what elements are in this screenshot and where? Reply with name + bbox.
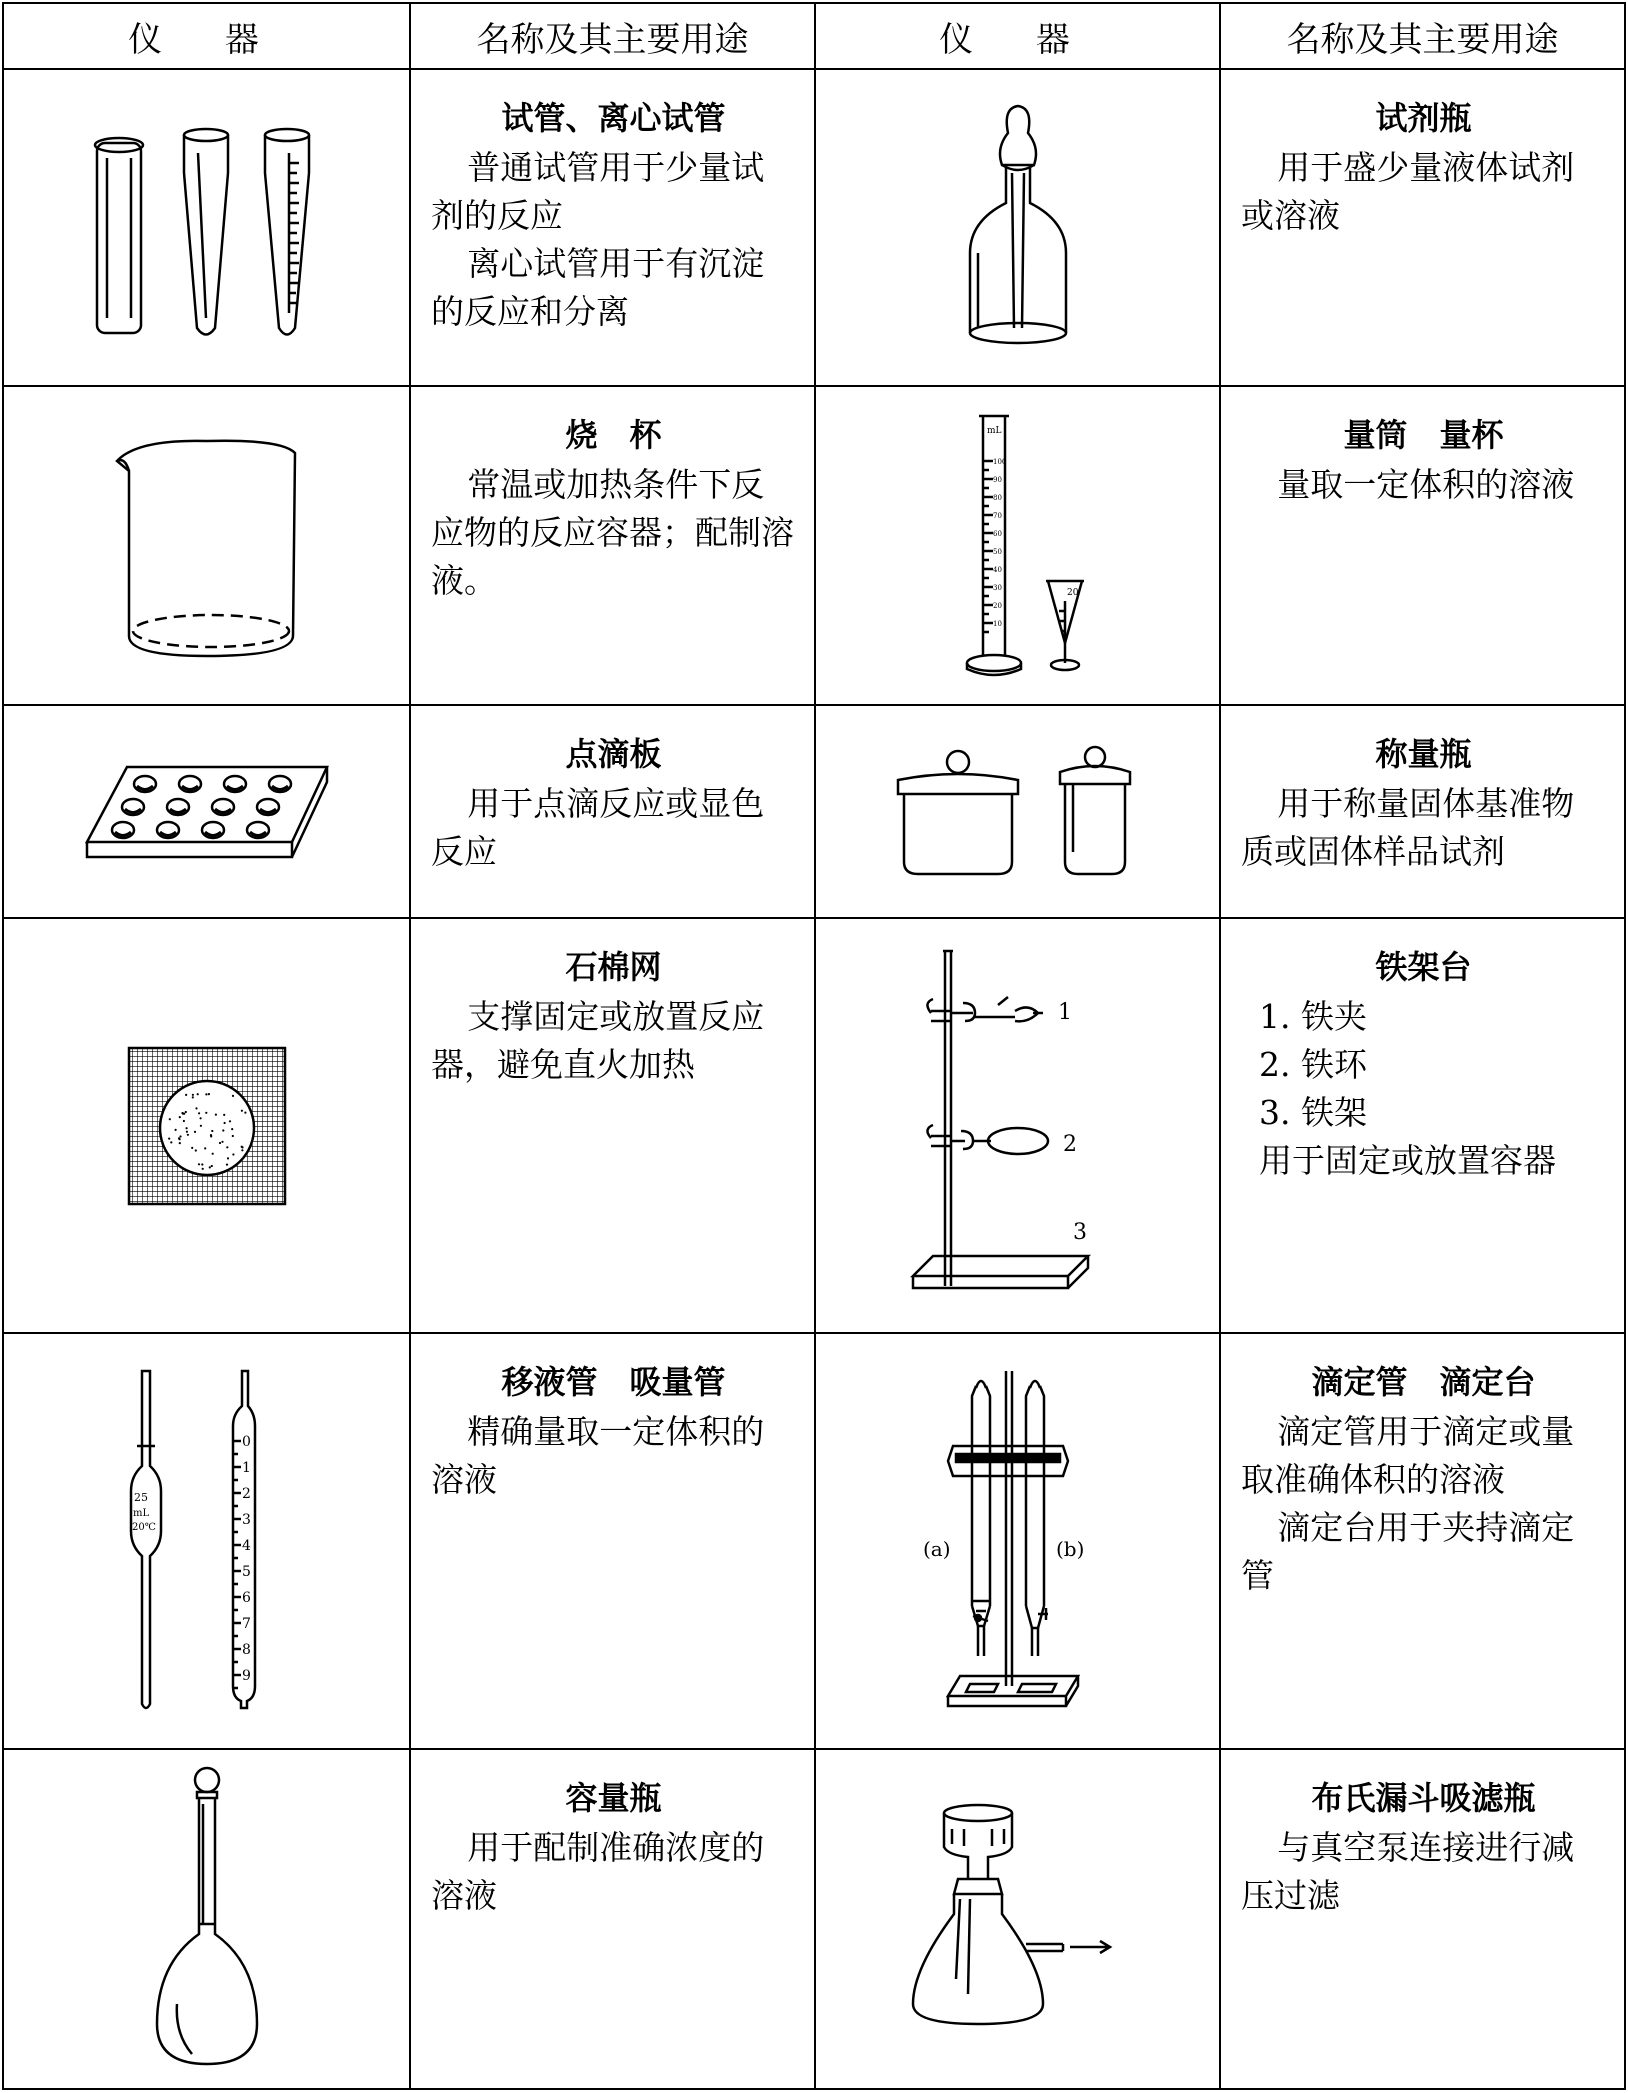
test-tubes-figure: [3, 69, 410, 386]
iron-stand-label-1: 1: [1057, 999, 1072, 1025]
buchner-funnel-usage: 与真空泵连接进行减压过滤: [1241, 1828, 1575, 1915]
iron-stand-label-3: 3: [1072, 1219, 1087, 1245]
cylinder-tick-label: 20: [992, 601, 1002, 610]
reagent-bottle-icon: [948, 103, 1088, 353]
cylinder-tick-label: 90: [992, 475, 1002, 484]
cylinder-tick-label: 60: [992, 529, 1002, 538]
graduated-pipette-scale: [233, 1434, 251, 1688]
header-usage-2: 名称及其主要用途: [1220, 3, 1625, 69]
iron-stand-figure: [815, 918, 1220, 1333]
beaker-name: 烧 杯: [565, 416, 662, 454]
beaker-figure: [3, 386, 410, 705]
spot-plate-wells: [112, 776, 291, 838]
cylinder-tick-label: 80: [992, 493, 1002, 502]
pipette-scale-label: 2: [241, 1486, 251, 1502]
iron-stand-item-2: 2. 铁环: [1259, 1045, 1367, 1084]
cylinder-tick-label: 30: [992, 583, 1002, 592]
asbestos-gauze-description: [410, 918, 815, 1333]
cylinder-scale: [983, 458, 1006, 632]
volumetric-flask-icon: [137, 1764, 277, 2074]
asbestos-gauze-figure: [3, 918, 410, 1333]
header-instrument-2: 仪 器: [815, 3, 1220, 69]
pipette-usage: 精确量取一定体积的溶液: [431, 1412, 765, 1499]
cylinder-tick-label: 10: [992, 619, 1002, 628]
iron-stand-item-1: 1. 铁夹: [1259, 997, 1367, 1036]
table-row: [3, 918, 1625, 1333]
weighing-bottle-name: 称量瓶: [1375, 735, 1472, 773]
pipette-scale-label: 3: [241, 1512, 251, 1528]
beaker-icon: [107, 431, 307, 661]
instrument-table: [2, 2, 1626, 2090]
burette-icon: [918, 1366, 1118, 1716]
cylinder-unit-label: mL: [986, 425, 1002, 436]
measuring-cylinder-name: 量筒 量杯: [1343, 416, 1504, 454]
buchner-funnel-figure: [815, 1749, 1220, 2089]
cylinder-tick-label: 40: [992, 565, 1002, 574]
cylinder-tick-label: 70: [992, 511, 1002, 520]
pipette-figure: [3, 1333, 410, 1749]
pipette-scale-label: 1: [241, 1460, 251, 1476]
table-row: [3, 1333, 1625, 1749]
volumetric-flask-name: 容量瓶: [565, 1779, 662, 1817]
burette-figure: [815, 1333, 1220, 1749]
pipette-name: 移液管 吸量管: [501, 1363, 726, 1401]
pipette-scale-label: 6: [241, 1590, 251, 1606]
iron-stand-name: 铁架台: [1375, 948, 1472, 986]
reagent-bottle-usage: 用于盛少量液体试剂或溶液: [1241, 148, 1575, 235]
measuring-cylinder-description: [1220, 386, 1625, 705]
test-tube-icon: [57, 113, 357, 343]
pipette-scale-label: 9: [241, 1668, 251, 1684]
weighing-bottle-description: [1220, 705, 1625, 918]
table-row: [3, 386, 1625, 705]
pipette-scale-label: 5: [241, 1564, 251, 1580]
burette-name: 滴定管 滴定台: [1311, 1363, 1536, 1401]
asbestos-gauze-icon: [127, 1046, 287, 1206]
spot-plate-usage: 用于点滴反应或显色反应: [431, 784, 765, 871]
cylinder-tick-label: 50: [992, 547, 1002, 556]
cup-label: 20: [1066, 587, 1078, 598]
burette-usage-2: 滴定台用于夹持滴定管: [1241, 1508, 1575, 1595]
iron-stand-label-2: 2: [1062, 1131, 1077, 1157]
test-tube-usage-2: 离心试管用于有沉淀的反应和分离: [431, 244, 765, 331]
volumetric-flask-figure: [3, 1749, 410, 2089]
buchner-funnel-name: 布氏漏斗吸滤瓶: [1311, 1779, 1536, 1817]
measuring-cylinder-usage: 量取一定体积的溶液: [1277, 465, 1575, 504]
header-usage-1: 名称及其主要用途: [410, 3, 815, 69]
burette-usage-1: 滴定管用于滴定或量取准确体积的溶液: [1241, 1412, 1575, 1499]
pipette-volume-label: 25: [133, 1491, 148, 1504]
weighing-bottle-usage: 用于称量固体基准物质或固体样品试剂: [1241, 784, 1575, 871]
pipette-scale-label: 7: [241, 1616, 251, 1632]
beaker-usage: 常温或加热条件下反应物的反应容器；配制溶液。: [431, 465, 794, 600]
header-instrument-1: 仪 器: [3, 3, 410, 69]
spot-plate-name: 点滴板: [565, 735, 662, 773]
buchner-funnel-description: [1220, 1749, 1625, 2089]
volumetric-flask-usage: 用于配制准确浓度的溶液: [431, 1828, 765, 1915]
reagent-bottle-description: [1220, 69, 1625, 386]
table-row: [3, 1749, 1625, 2089]
iron-stand-icon: [903, 941, 1133, 1311]
burette-label-b: (b): [1055, 1537, 1084, 1561]
spot-plate-description: [410, 705, 815, 918]
spot-plate-icon: [77, 752, 337, 872]
weighing-bottle-figure: [815, 705, 1220, 918]
asbestos-gauze-usage: 支撑固定或放置反应器，避免直火加热: [431, 997, 765, 1084]
pipette-icon: [117, 1366, 297, 1716]
test-tube-name: 试管、离心试管: [501, 99, 726, 137]
asbestos-gauze-name: 石棉网: [565, 948, 662, 986]
cylinder-tick-label: 100: [992, 457, 1006, 466]
weighing-bottle-icon: [888, 742, 1148, 882]
spot-plate-figure: [3, 705, 410, 918]
reagent-bottle-name: 试剂瓶: [1375, 99, 1472, 137]
buchner-funnel-icon: [908, 1799, 1128, 2039]
beaker-description: [410, 386, 815, 705]
test-tube-description: [410, 69, 815, 386]
pipette-description: [410, 1333, 815, 1749]
pipette-unit-label: mL: [132, 1508, 149, 1519]
iron-stand-usage: 用于固定或放置容器: [1259, 1141, 1556, 1180]
table-header-row: [3, 3, 1625, 69]
measuring-cylinder-figure: [815, 386, 1220, 705]
test-tube-usage-1: 普通试管用于少量试剂的反应: [431, 148, 765, 235]
burette-label-a: (a): [922, 1537, 951, 1561]
iron-stand-item-3: 3. 铁架: [1259, 1093, 1367, 1132]
burette-description: [1220, 1333, 1625, 1749]
volumetric-flask-description: [410, 1749, 815, 2089]
pipette-scale-label: 0: [241, 1434, 251, 1450]
pipette-scale-label: 4: [241, 1538, 251, 1554]
table-row: [3, 69, 1625, 386]
pipette-temperature-label: 20℃: [131, 1522, 156, 1533]
measuring-cylinder-icon: [943, 411, 1093, 681]
reagent-bottle-figure: [815, 69, 1220, 386]
table-row: [3, 705, 1625, 918]
pipette-scale-label: 8: [241, 1642, 251, 1658]
iron-stand-description: [1220, 918, 1625, 1333]
